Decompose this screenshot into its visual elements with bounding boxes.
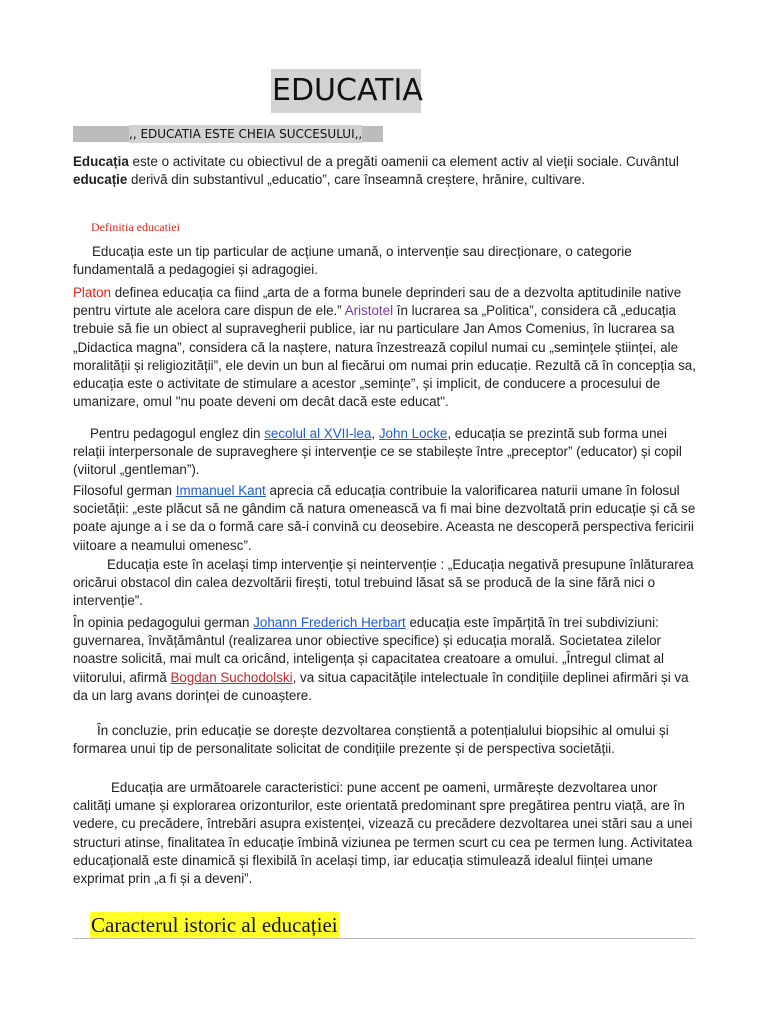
para6-text-3: , va situa capacitățile intelectuale în condițiile deplinei afirmări și va da un larg avans dorinței de cunoaștere. [73,669,689,703]
paragraph-interventie: Educația este în același timp intervenție și neintervenție : „Educația negativă presupune înlăturarea oricărui obstacol din calea dezvoltării firești, totul trebuind lăsat să se producă de la sine fără nici o intervenție”. [73,557,694,609]
section-heading-caracterul-istoric: Caracterul istoric al educației [91,913,338,937]
subheading-definition: Definitia educatiei [91,220,180,234]
intro-text-2: derivă din substantivul „educatio”, care înseamnă creștere, hrănire, cultivare. [127,172,586,188]
intro-paragraph [73,153,697,189]
intro-text-1: este o activitate cu obiectivul de a pregăti oamenii ca element activ al vieții sociale. Cuvântul [128,154,679,169]
link-johann-herbart[interactable]: Johann Frederich Herbart [253,615,406,630]
paragraph-concluzie: În concluzie, prin educație se dorește dezvoltarea conștientă a potențialului biopsihic al omului și formarea unui tip de personalitate solicitat de condițiile prezente și de perspectiva societății. [73,723,669,757]
heading-underline-rule [73,938,695,939]
paragraph-platon-aristotel [73,284,697,411]
para3-sep: , [371,426,379,441]
para2-text-2: în lucrarea sa „Politica”, considera că „educația trebuie să fie un obiect al supravegherii publice, iar nu particulare Jan Amos Comenius, în lucrarea sa „Didactica magna”, considera că la naștere, natura înzestrează copilul numai cu „semințele științei, ale moralității și religiozității”, ele devin un bun al fiecărui om numai prin educație. Rezultă că în concepția sa, educația este o activitate de stimulare a acestor „semințe”, și implicit, de conducere a procesului de umanizare, omul "nu poate deveni om decât dacă este educat". [73,303,696,410]
para4-text-2: aprecia că educația contribuie la valorificarea naturii umane în folosul societății: „este plăcut să ne gândim că natura omenească va fi mai bine dezvoltată prin educație și că se poate ajunge a i se da o formă care să-i convină cu deosebire. Aceasta ne descoperă perspectiva fericirii viitoare a neamului omenesc”. [73,483,696,553]
para3-text-1: Pentru pedagogul englez din [90,426,265,441]
paragraph-kant [73,482,697,555]
paragraph-definition: Educația este un tip particular de acțiune umană, o intervenție sau direcționare, o categorie fundamentală a pedagogiei și adragogiei. [73,244,632,278]
link-secolul-xvii[interactable]: secolul al XVII-lea [264,426,372,441]
platon-name: Platon [73,285,111,300]
para2-text-1: definea educația ca fiind „arta de a forma bunele deprinderi sau de a dezvolta aptitudinile native pentru virtute ale acelora care dispun de ele.” [73,285,682,319]
paragraph-locke [73,425,697,480]
link-john-locke[interactable]: John Locke [378,426,448,441]
para6-text-1: În opinia pedagogului german [73,615,254,630]
paragraph-herbart [73,614,697,705]
para6-text-2: educația este împărțită în trei subdiviziuni: guvernarea, învățământul (realizarea unor obiective specifice) și educația morală. Societatea zilelor noastre solicită, mai mult ca oricând, inteligența și capacitatea creatoare a omului. „Întregul climat al viitorului, afirmă [73,615,664,685]
intro-bold-educatie: educație [73,172,128,188]
motto-text: ,, EDUCATIA ESTE CHEIA SUCCESULUI,, [129,127,363,141]
aristotel-name: Aristotel [344,303,394,319]
link-bogdan-suchodolski[interactable]: Bogdan Suchodolski [170,669,293,685]
para3-text-2: , educația se prezintă sub forma unei relații interpersonale de supraveghere și intervenție ce se stabilește între „preceptor” (educator) și copil (viitorul „gentleman”). [73,426,682,478]
paragraph-caracteristici: Educația are următoarele caracteristici: pune accent pe oameni, urmărește dezvoltarea unor calități umane și explorarea orizonturilor, este orientată predominant spre pregătirea pentru viață, are în vedere, cu precădere, întrebări asupra existenței, vizează cu precădere dezvoltarea unei stări sau a unei structuri atinse, finalitatea în educație îmbină viziunea pe termen scurt cu cea pe termen lung. Activitatea educațională este dinamică și flexibilă în același timp, iar educația stimulează idealul ființei umane exprimat prin „a fi și a deveni”. [73,780,693,887]
document-title: EDUCATIA [271,69,421,113]
link-immanuel-kant[interactable]: Immanuel Kant [175,483,266,498]
para4-text-1: Filosoful german [73,483,176,498]
intro-bold-educatia: Educația [73,154,129,169]
